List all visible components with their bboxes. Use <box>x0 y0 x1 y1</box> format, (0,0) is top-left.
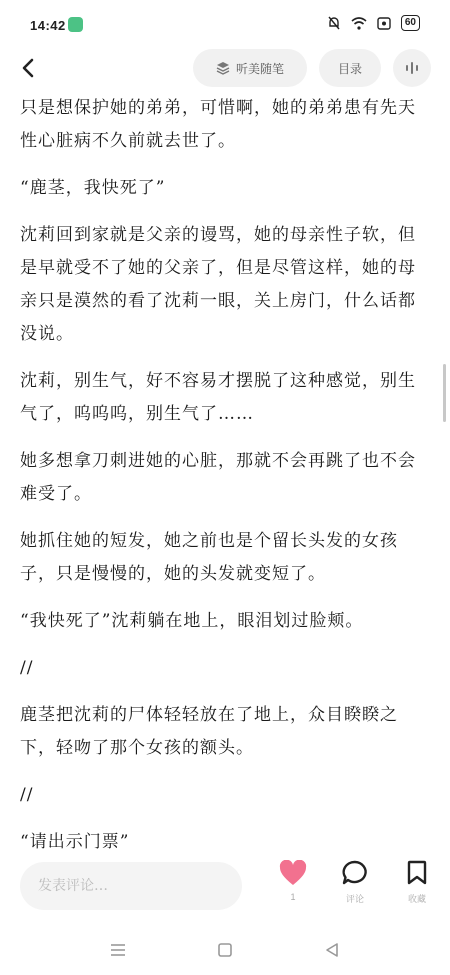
home-button[interactable] <box>213 938 237 962</box>
audio-wave-icon <box>404 60 420 76</box>
scroll-indicator[interactable] <box>443 364 446 422</box>
square-icon <box>217 942 233 958</box>
paragraph: 鹿茎把沈莉的尸体轻轻放在了地上，众目睽睽之下，轻吻了那个女孩的额头。 <box>20 705 398 758</box>
paragraph: 她抓住她的短发，她之前也是个留长头发的女孩子，只是慢慢的，她的头发就变短了。 <box>20 531 398 584</box>
section-divider: // <box>20 658 34 678</box>
favorite-button[interactable] <box>392 860 442 903</box>
wifi-icon <box>351 17 367 30</box>
chevron-left-icon <box>21 58 35 78</box>
status-icons <box>327 15 420 31</box>
back-button[interactable] <box>14 52 42 84</box>
layers-icon <box>216 61 230 75</box>
read-along-button[interactable] <box>193 49 307 87</box>
mute-bell-icon <box>327 16 341 30</box>
battery-indicator: 60 <box>401 15 420 31</box>
system-back-button[interactable] <box>320 938 344 962</box>
paragraph: “请出示门票” <box>20 832 130 852</box>
audio-button[interactable] <box>393 49 431 87</box>
heart-icon <box>279 860 307 886</box>
comment-input[interactable]: 发表评论… <box>20 862 242 910</box>
like-count: 1 <box>290 892 296 902</box>
table-of-contents-button[interactable] <box>319 49 381 87</box>
bottom-action-bar <box>0 856 450 928</box>
screen-record-icon <box>377 17 391 30</box>
reader-nav-bar <box>0 44 450 94</box>
paragraph: 她多想拿刀刺进她的心脏，那就不会再跳了也不会难受了。 <box>20 451 416 504</box>
chapter-content <box>20 92 430 854</box>
triangle-back-icon <box>324 942 340 958</box>
status-bar <box>0 0 450 44</box>
comment-label: 评论 <box>345 894 364 904</box>
comment-button[interactable] <box>330 860 380 903</box>
paragraph: 只是想保护她的弟弟，可惜啊，她的弟弟患有先天性心脏病不久前就去世了。 <box>20 98 416 151</box>
recent-apps-button[interactable] <box>106 938 130 962</box>
app-notification-icon <box>68 17 83 32</box>
like-button[interactable] <box>268 860 318 903</box>
read-along-label: 听美随笔 <box>235 61 284 76</box>
paragraph: 沈莉回到家就是父亲的谩骂，她的母亲性子软，但是早就受不了她的父亲了，但是尽管这样，她的母亲只是漠然的看了沈莉一眼，关上房门，什么话都没说。 <box>20 225 416 344</box>
status-time: 14:42 <box>30 18 66 33</box>
paragraph: “我快死了”沈莉躺在地上，眼泪划过脸颊。 <box>20 611 364 631</box>
speech-bubble-icon <box>341 860 369 886</box>
paragraph: “鹿茎，我快死了” <box>20 178 166 198</box>
favorite-label: 收藏 <box>407 894 426 904</box>
toc-label: 目录 <box>337 61 362 76</box>
menu-lines-icon <box>109 943 127 957</box>
system-navigation-bar <box>0 928 450 975</box>
paragraph: 沈莉，别生气，好不容易才摆脱了这种感觉，别生气了，呜呜呜，别生气了…… <box>20 371 416 424</box>
section-divider: // <box>20 785 34 805</box>
bookmark-icon <box>405 860 429 886</box>
